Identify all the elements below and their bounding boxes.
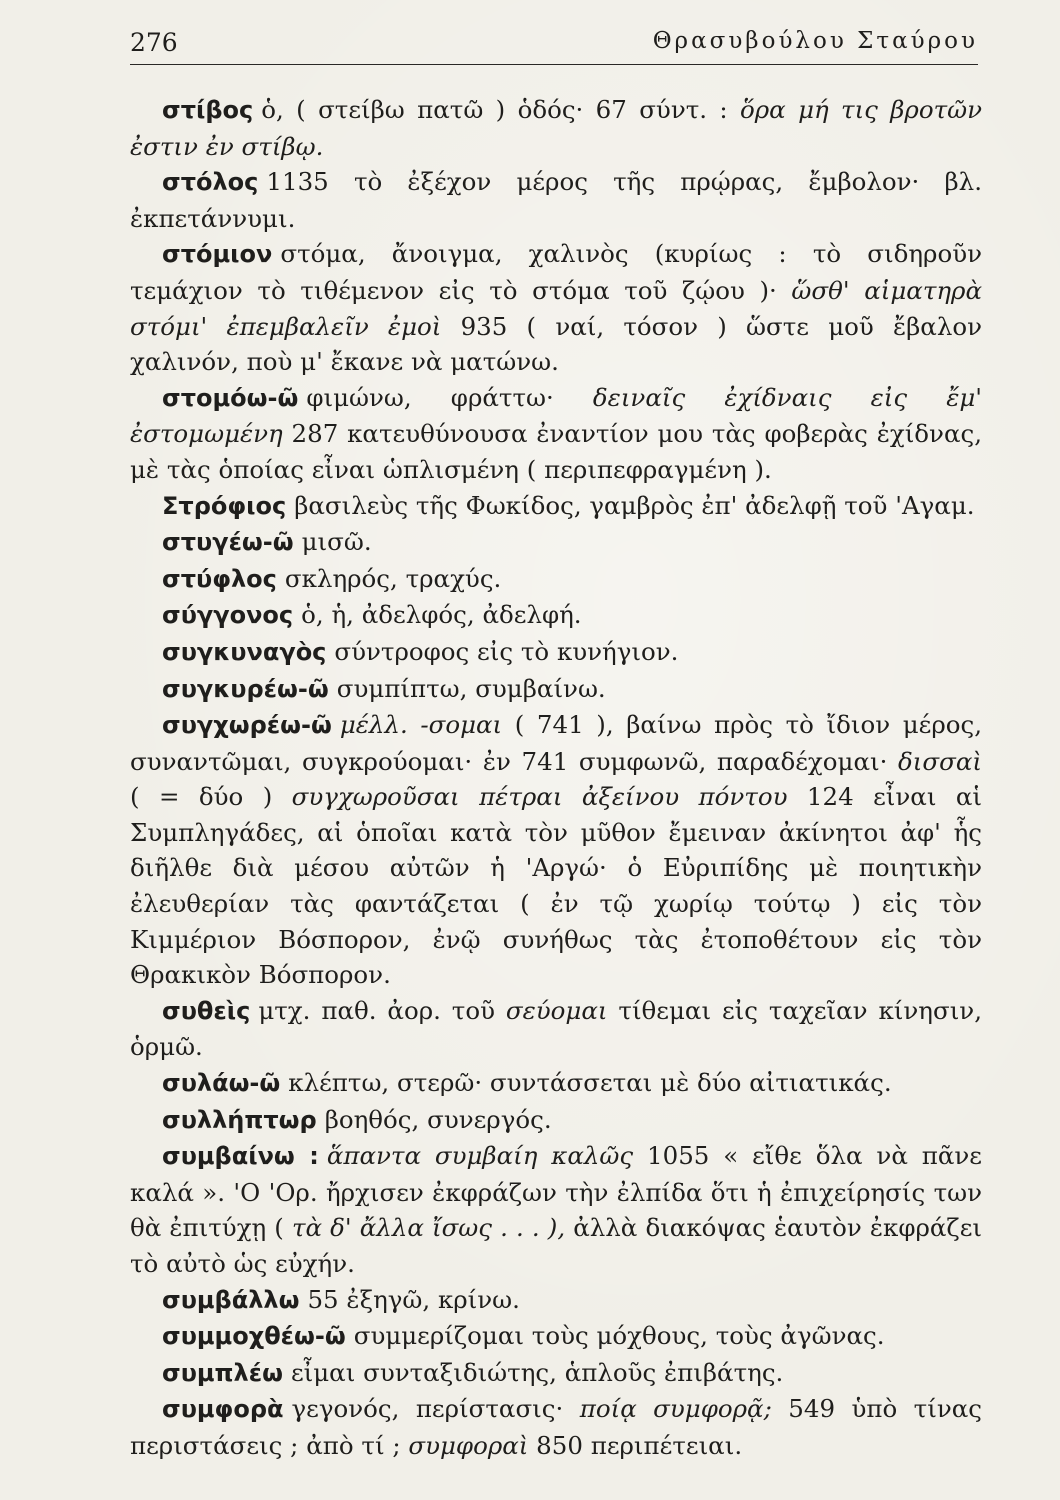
glossary-entry xyxy=(130,1355,982,1392)
entry-definition: εἶμαι συνταξιδιώτης, ἁπλοῦς ἐπιβάτης. xyxy=(290,1357,784,1387)
entry-definition: ( 741 ), βαίνω πρὸς τὸ ἴδιον μέρος, συναντῶμαι, συγκρούομαι· ἐν 741 συμφωνῶ, παραδέχομαι· xyxy=(130,710,982,776)
entry-lemma: συγχωρέω-ῶ xyxy=(162,711,332,740)
entry-quotation: ἅπαντα συμβαίη καλῶς xyxy=(326,1141,634,1171)
glossary-entry xyxy=(130,236,982,379)
entry-definition: 850 περιπέτειαι. xyxy=(528,1430,743,1460)
glossary-entry xyxy=(130,1391,982,1463)
entry-quotation: συγχωροῦσαι πέτραι ἀξείνου πόντου xyxy=(291,782,788,812)
entry-lemma: στόμιον xyxy=(162,240,273,269)
entry-definition: ὁ, ἡ, ἀδελφός, ἀδελφή. xyxy=(301,600,582,630)
glossary-entry xyxy=(130,1138,982,1281)
entry-lemma: συμμοχθέω-ῶ xyxy=(162,1322,346,1351)
entry-definition: συμπίπτω, συμβαίνω. xyxy=(336,673,606,703)
entry-definition: 124 εἶναι αἱ Συμπληγάδες, αἱ ὁποῖαι κατὰ τὸν μῦθον ἔμειναν ἀκίνητοι ἀφ' ἧς διῆλθε διὰ μέσου αὐτῶν ἡ 'Αργώ· ὁ Εὐριπίδης μὲ ποιητικὴν ἐλευθερίαν τὰς φαντάζεται ( ἐν τῷ χωρίῳ τούτῳ ) εἰς τὸν Κιμμέριον Βόσπορον, ἐνῷ συνήθως τὰς ἐτοποθέτουν εἰς τὸν Θρακικὸν Βόσπορον. xyxy=(130,782,982,990)
glossary-entry xyxy=(130,92,982,164)
glossary-entry xyxy=(130,164,982,236)
entry-lemma: συγκυναγὸς xyxy=(162,637,327,666)
glossary-entry xyxy=(130,561,982,598)
entry-definition: ὁ, ( στείβω πατῶ ) ὁδός· 67 σύντ. : xyxy=(261,95,741,124)
entry-quotation: τὰ δ' ἄλλα ἴσως . . . ), xyxy=(291,1213,566,1243)
entry-definition: συμμερίζομαι τοὺς μόχθους, τοὺς ἀγῶνας. xyxy=(353,1321,885,1351)
entry-definition: μισῶ. xyxy=(301,527,372,557)
entry-lemma: συλλήπτωρ xyxy=(162,1105,317,1134)
entry-definition: ἀλλὰ διακόψας ἑαυτὸν ἐκφράζει τὸ αὐτὸ ὡς εὐχήν. xyxy=(130,1213,982,1278)
entry-definition: γεγονός, περίστασις· xyxy=(291,1394,580,1424)
entry-definition: 1135 τὸ ἐξέχον μέρος τῆς πρῴρας, ἔμβολον· βλ. ἐκπετάννυμι. xyxy=(130,167,982,233)
entry-quotation: μέλλ. -σομαι xyxy=(339,710,503,740)
entry-definition: ( = δύο ) xyxy=(130,782,292,812)
entry-definition: 549 ὑπὸ τίνας περιστάσεις ; ἀπὸ τί ; xyxy=(130,1394,982,1460)
entry-definition: φιμώνω, φράττω· xyxy=(306,382,593,412)
glossary-entry xyxy=(130,1282,982,1319)
entry-lemma: σύγγονος xyxy=(162,601,294,630)
glossary-entry xyxy=(130,1318,982,1355)
entry-definition: σύντροφος εἰς τὸ κυνήγιον. xyxy=(334,636,679,666)
glossary-entry xyxy=(130,1102,982,1139)
entry-lemma: συμβάλλω xyxy=(162,1285,300,1314)
glossary-entry xyxy=(130,524,982,561)
entry-definition: βοηθός, συνεργός. xyxy=(324,1104,552,1134)
entry-lemma: στύφλος xyxy=(162,564,277,593)
glossary-entry xyxy=(130,993,982,1065)
entry-definition: στόμα, ἄνοιγμα, χαλινὸς (κυρίως : τὸ σιδηροῦν τεμάχιον τὸ τιθέμενον εἰς τὸ στόμα τοῦ ζῴου )· xyxy=(130,239,982,305)
glossary-entry xyxy=(130,597,982,634)
page-header xyxy=(130,24,978,65)
entry-lemma: στομόω-ῶ xyxy=(162,383,299,412)
entry-definition: 1055 « εἴθε ὅλα νὰ πᾶνε καλά ». 'Ο 'Ορ. ἤρχισεν ἐκφράζων τὴν ἐλπίδα ὅτι ἡ ἐπιχείρησίς των θὰ ἐπιτύχῃ ( xyxy=(130,1141,982,1243)
glossary-entry xyxy=(130,707,982,993)
entry-definition: 935 ( ναί, τόσον ) ὥστε μοῦ ἔβαλον χαλινόν, ποὺ μ' ἔκανε νὰ ματώνω. xyxy=(130,311,983,377)
glossary-entry xyxy=(130,380,982,488)
entry-quotation: σεύομαι xyxy=(505,995,608,1025)
entry-definition: τίθεμαι εἰς ταχεῖαν κίνησιν, ὁρμῶ. xyxy=(130,995,982,1062)
glossary-entry xyxy=(130,488,982,525)
entry-quotation: ὅρα μή τις βροτῶν ἐστιν ἐν στίβῳ. xyxy=(130,95,982,161)
entry-lemma: στυγέω-ῶ xyxy=(162,528,294,557)
glossary-entries xyxy=(130,92,982,1464)
entry-lemma: συμβαίνω : xyxy=(162,1142,319,1171)
entry-quotation: δειναῖς ἐχίδναις εἰς ἔμ' ἐστομωμένη xyxy=(130,382,983,449)
glossary-entry xyxy=(130,1065,982,1102)
entry-definition: μτχ. παθ. ἀορ. τοῦ xyxy=(258,995,506,1025)
glossary-entry xyxy=(130,671,982,708)
entry-quotation: ὥσθ' αἱματηρὰ στόμι' ἐπεμβαλεῖν ἐμοὶ xyxy=(130,275,982,341)
entry-lemma: συλάω-ῶ xyxy=(162,1069,281,1098)
entry-lemma: συμφορὰ xyxy=(162,1395,284,1424)
entry-lemma: συμπλέω xyxy=(162,1358,283,1387)
running-head: Θρασυβούλου Σταύρου xyxy=(652,28,978,54)
entry-lemma: στόλος xyxy=(162,168,259,197)
entry-lemma: συγκυρέω-ῶ xyxy=(162,674,329,703)
entry-definition: σκληρός, τραχύς. xyxy=(284,563,502,593)
entry-definition: κλέπτω, στερῶ· συντάσσεται μὲ δύο αἰτιατικάς. xyxy=(288,1068,892,1098)
entry-definition: 55 ἐξηγῶ, κρίνω. xyxy=(307,1284,520,1314)
entry-lemma: Στρόφιος xyxy=(162,491,287,520)
entry-quotation: δισσαὶ xyxy=(898,746,982,776)
glossary-entry xyxy=(130,634,982,671)
entry-lemma: στίβος xyxy=(162,96,254,124)
entry-quotation: ποίᾳ συμφορᾷ; xyxy=(579,1394,772,1424)
entry-lemma: συθεὶς xyxy=(162,996,251,1025)
entry-quotation: συμφοραὶ xyxy=(408,1430,529,1460)
page-number: 276 xyxy=(130,28,178,57)
entry-definition: βασιλεὺς τῆς Φωκίδος, γαμβρὸς ἐπ' ἀδελφῇ τοῦ 'Αγαμ. xyxy=(294,490,975,520)
entry-definition: 287 κατευθύνουσα ἐναντίον μου τὰς φοβερὰς ἐχίδνας, μὲ τὰς ὁποίας εἶναι ὡπλισμένη ( περιπεφραγμένη ). xyxy=(130,419,982,484)
